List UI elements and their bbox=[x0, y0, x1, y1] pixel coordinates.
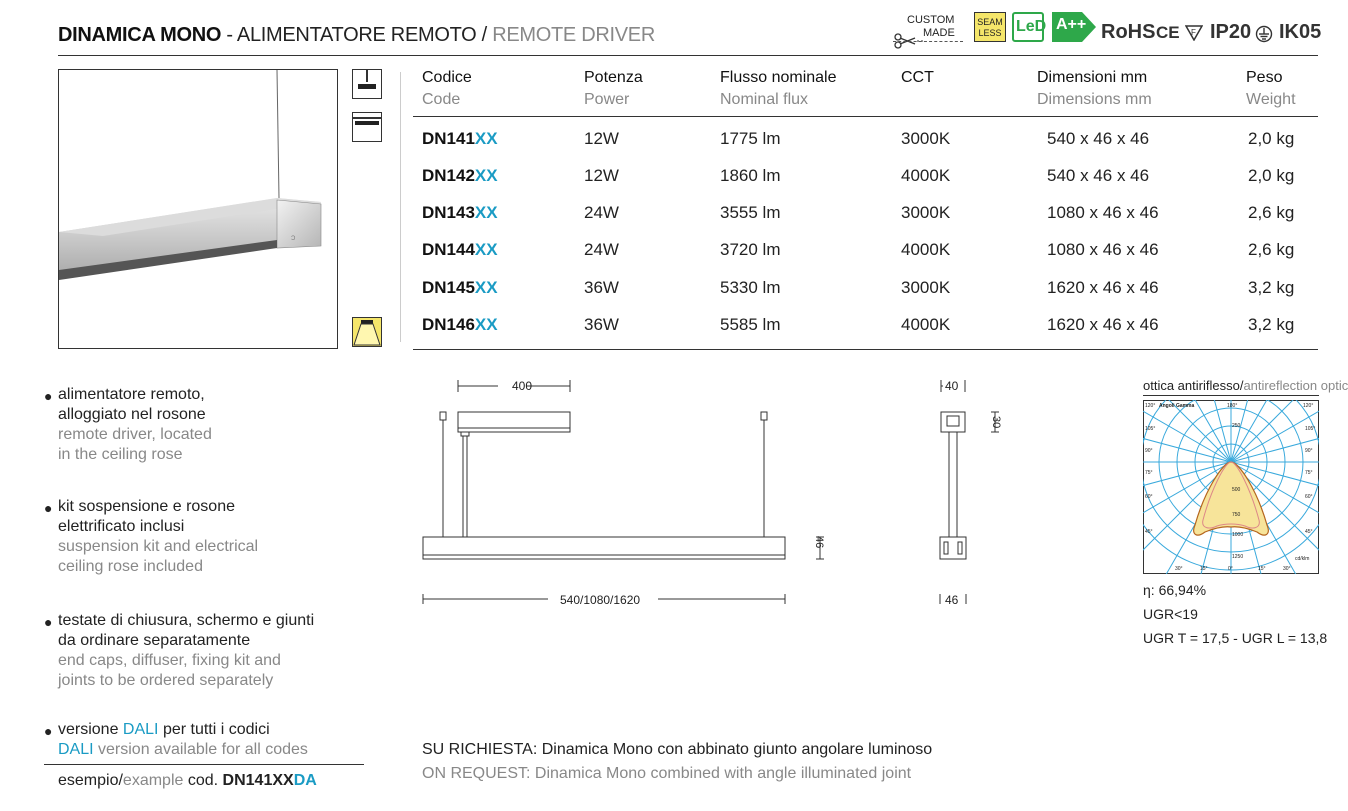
code-suffix: XX bbox=[474, 315, 498, 334]
feature-en-line: end caps, diffuser, fixing kit and bbox=[58, 652, 281, 669]
cell-power: 12W bbox=[584, 129, 619, 148]
label-angle: 75° bbox=[1145, 470, 1153, 476]
cell-cct: 3000K bbox=[901, 129, 951, 148]
label-angle: 180° bbox=[1227, 403, 1238, 409]
title-slash: / bbox=[476, 24, 493, 46]
label-angle: 105° bbox=[1145, 426, 1156, 432]
cell-code bbox=[422, 166, 498, 186]
efficiency-value: η: 66,94% bbox=[1143, 582, 1207, 598]
header-flux-it: Flusso nominale bbox=[720, 69, 837, 86]
seam-label: SEAM bbox=[977, 17, 1003, 27]
dim-height: 46 bbox=[813, 536, 825, 549]
bullet-icon: ● bbox=[44, 500, 53, 516]
cell-code bbox=[422, 278, 498, 298]
header-code-it: Codice bbox=[422, 69, 472, 86]
on-request-en: ON REQUEST: Dinamica Mono combined with angle illuminated joint bbox=[422, 765, 912, 782]
code-suffix: XX bbox=[474, 166, 498, 185]
label-gamma: Angoli Gamma bbox=[1159, 403, 1195, 409]
cell-weight: 2,6 kg bbox=[1248, 240, 1295, 259]
cell-cct: 4000K bbox=[901, 315, 951, 334]
header-weight bbox=[1246, 67, 1296, 111]
light-emission-icon bbox=[352, 317, 382, 347]
vertical-divider bbox=[400, 72, 401, 342]
led-label: LeD bbox=[1016, 18, 1047, 35]
example-cod: cod. bbox=[183, 772, 223, 789]
label-angle: 120° bbox=[1145, 403, 1156, 409]
ip-rating: IP20 bbox=[1210, 21, 1252, 43]
cell-power: 36W bbox=[584, 315, 619, 334]
label-angle: 60° bbox=[1145, 494, 1153, 500]
label-angle: 60° bbox=[1305, 494, 1313, 500]
cell-flux: 3720 lm bbox=[720, 240, 781, 259]
feature-it-line: alimentatore remoto, bbox=[58, 386, 205, 403]
cell-dims: 540 x 46 x 46 bbox=[1047, 129, 1150, 148]
header-cct-it: CCT bbox=[901, 69, 934, 86]
label-angle: 30° bbox=[1175, 566, 1183, 572]
svg-text:F: F bbox=[1191, 28, 1196, 37]
cell-code bbox=[422, 240, 498, 260]
header-flux bbox=[720, 67, 837, 111]
feature-it-line: kit sospensione e rosone bbox=[58, 498, 235, 515]
energy-class-badge bbox=[1052, 12, 1096, 42]
ceiling-mount-icon bbox=[352, 69, 382, 99]
feature-en-line: joints to be ordered separately bbox=[58, 672, 274, 689]
label-angle: 45° bbox=[1305, 529, 1313, 535]
code-suffix: XX bbox=[474, 129, 498, 148]
cell-flux: 3555 lm bbox=[720, 203, 781, 222]
dali-en-line bbox=[58, 740, 358, 760]
code-suffix: XX bbox=[474, 278, 498, 297]
dim-side-width: 40 bbox=[945, 379, 959, 393]
feature-en-line: remote driver, located bbox=[58, 426, 212, 443]
less-label: LESS bbox=[978, 28, 1002, 38]
code-base: DN141 bbox=[422, 129, 475, 148]
feature-it-line: da ordinare separatamente bbox=[58, 632, 251, 649]
cell-weight: 3,2 kg bbox=[1248, 278, 1295, 297]
dali-keyword: DALI bbox=[58, 741, 94, 758]
photometry-divider bbox=[1143, 395, 1319, 396]
header-dimensions bbox=[1037, 67, 1152, 111]
header-code bbox=[422, 67, 472, 111]
header-divider bbox=[58, 55, 1318, 56]
example-code bbox=[58, 772, 317, 790]
label-ring: 750 bbox=[1232, 512, 1241, 518]
label-angle: 105° bbox=[1305, 426, 1316, 432]
label-angle: 90° bbox=[1305, 448, 1313, 454]
example-code-value: DN141XX bbox=[222, 772, 294, 789]
dali-keyword: DALI bbox=[122, 721, 159, 738]
header-weight-en: Weight bbox=[1246, 91, 1296, 108]
cell-cct: 3000K bbox=[901, 203, 951, 222]
f-mark-icon bbox=[1185, 25, 1203, 41]
label-angle: 75° bbox=[1305, 470, 1313, 476]
header-dimensions-en: Dimensions mm bbox=[1037, 91, 1152, 108]
cell-power: 24W bbox=[584, 203, 619, 222]
example-code-suffix: DA bbox=[293, 772, 317, 789]
dim-length: 540/1080/1620 bbox=[560, 593, 641, 607]
feature-it-line: elettrificato inclusi bbox=[58, 518, 185, 535]
code-base: DN142 bbox=[422, 166, 475, 185]
label-ring: 1000 bbox=[1232, 532, 1244, 538]
cell-weight: 3,2 kg bbox=[1248, 315, 1295, 334]
feature-en-line: suspension kit and electrical bbox=[58, 538, 259, 555]
code-base: DN144 bbox=[422, 240, 475, 259]
cell-power: 24W bbox=[584, 240, 619, 259]
code-base: DN146 bbox=[422, 315, 475, 334]
cell-cct: 4000K bbox=[901, 166, 951, 185]
earth-class-icon bbox=[1255, 25, 1273, 43]
feature-en-line: ceiling rose included bbox=[58, 558, 203, 575]
header-power-it: Potenza bbox=[584, 69, 643, 86]
cell-flux: 5330 lm bbox=[720, 278, 781, 297]
photometry-title-it: ottica antiriflesso/ bbox=[1143, 378, 1244, 393]
code-base: DN145 bbox=[422, 278, 475, 297]
ugr-value: UGR<19 bbox=[1143, 606, 1198, 622]
led-badge bbox=[1012, 12, 1047, 42]
rohs-mark: RoHS bbox=[1101, 21, 1156, 43]
front-technical-drawing bbox=[418, 372, 838, 617]
on-request-it: SU RICHIESTA: Dinamica Mono con abbinato giunto angolare luminoso bbox=[422, 741, 933, 758]
subtitle-english: REMOTE DRIVER bbox=[492, 24, 655, 46]
code-base: DN143 bbox=[422, 203, 475, 222]
bullet-icon: ● bbox=[44, 388, 53, 404]
dali-en-post: version available for all codes bbox=[93, 741, 308, 758]
suspension-mount-icon bbox=[352, 112, 382, 142]
ik-rating: IK05 bbox=[1279, 21, 1322, 43]
example-it: esempio/ bbox=[58, 772, 123, 789]
luminaire-render bbox=[59, 70, 337, 348]
cell-code bbox=[422, 315, 498, 335]
ugr-detail: UGR T = 17,5 - UGR L = 13,8 bbox=[1143, 630, 1328, 646]
example-divider bbox=[44, 764, 364, 765]
side-technical-drawing bbox=[935, 372, 1015, 617]
label-angle: 15° bbox=[1200, 566, 1208, 572]
code-suffix: XX bbox=[474, 240, 498, 259]
example-en: example bbox=[122, 772, 184, 789]
product-name: DINAMICA MONO bbox=[58, 24, 222, 46]
cell-dims: 1620 x 46 x 46 bbox=[1047, 315, 1159, 334]
dali-it-line bbox=[58, 720, 358, 740]
label-angle: 0° bbox=[1228, 566, 1233, 572]
made-label: MADE bbox=[923, 27, 955, 39]
custom-label: CUSTOM bbox=[907, 14, 955, 26]
label-unit: cd/klm bbox=[1295, 556, 1310, 562]
photometry-title bbox=[1143, 378, 1348, 393]
dim-side-height: 30 bbox=[990, 416, 1002, 429]
header-cct bbox=[901, 67, 934, 89]
cell-weight: 2,0 kg bbox=[1248, 166, 1295, 185]
table-bottom-rule bbox=[413, 349, 1318, 350]
label-angle: 90° bbox=[1145, 448, 1153, 454]
cell-dims: 1620 x 46 x 46 bbox=[1047, 278, 1159, 297]
label-angle: 45° bbox=[1145, 529, 1153, 535]
header-flux-en: Nominal flux bbox=[720, 91, 809, 108]
page-title bbox=[58, 24, 655, 47]
cell-dims: 1080 x 46 x 46 bbox=[1047, 240, 1159, 259]
dim-width-top: 400 bbox=[512, 379, 533, 393]
label-angle: 120° bbox=[1303, 403, 1314, 409]
cell-power: 36W bbox=[584, 278, 619, 297]
header-weight-it: Peso bbox=[1246, 69, 1283, 86]
dali-it-post: per tutti i codici bbox=[158, 721, 270, 738]
feature-en-line: in the ceiling rose bbox=[58, 446, 183, 463]
header-power bbox=[584, 67, 643, 111]
cell-power: 12W bbox=[584, 166, 619, 185]
header-dimensions-it: Dimensioni mm bbox=[1037, 69, 1148, 86]
ce-mark: CE bbox=[1156, 23, 1180, 42]
subtitle-italian: ALIMENTATORE REMOTO bbox=[236, 24, 477, 46]
custom-made-badge bbox=[893, 13, 963, 49]
label-ring: 1250 bbox=[1232, 554, 1244, 560]
light-cone-icon bbox=[353, 318, 381, 346]
dali-it-pre: versione bbox=[58, 721, 123, 738]
label-ring: 500 bbox=[1232, 487, 1241, 493]
label-ring: 250 bbox=[1232, 423, 1241, 429]
bullet-icon: ● bbox=[44, 723, 53, 739]
code-suffix: XX bbox=[474, 203, 498, 222]
table-header-rule bbox=[413, 116, 1318, 117]
cell-code bbox=[422, 129, 498, 149]
seamless-badge bbox=[974, 12, 1006, 42]
cell-flux: 1775 lm bbox=[720, 129, 781, 148]
energy-label: A++ bbox=[1056, 16, 1087, 33]
header-code-en: Code bbox=[422, 91, 461, 108]
product-photo bbox=[58, 69, 338, 349]
feature-it-line: testate di chiusura, schermo e giunti bbox=[58, 612, 315, 629]
cell-cct: 4000K bbox=[901, 240, 951, 259]
brand-engraving: Ͻ bbox=[291, 236, 296, 242]
label-angle: 15° bbox=[1258, 566, 1266, 572]
cell-weight: 2,6 kg bbox=[1248, 203, 1295, 222]
feature-it-line: alloggiato nel rosone bbox=[58, 406, 206, 423]
cell-dims: 540 x 46 x 46 bbox=[1047, 166, 1150, 185]
cell-dims: 1080 x 46 x 46 bbox=[1047, 203, 1159, 222]
cell-cct: 3000K bbox=[901, 278, 951, 297]
cell-weight: 2,0 kg bbox=[1248, 129, 1295, 148]
cell-flux: 1860 lm bbox=[720, 166, 781, 185]
label-angle: 30° bbox=[1283, 566, 1291, 572]
dim-side-bottom: 46 bbox=[945, 593, 959, 607]
header-power-en: Power bbox=[584, 91, 630, 108]
photometry-title-en: antireflection optic bbox=[1243, 378, 1348, 393]
cell-code bbox=[422, 203, 498, 223]
cell-flux: 5585 lm bbox=[720, 315, 781, 334]
polar-diagram bbox=[1143, 400, 1319, 574]
bullet-icon: ● bbox=[44, 614, 53, 630]
title-separator: - bbox=[221, 24, 237, 46]
